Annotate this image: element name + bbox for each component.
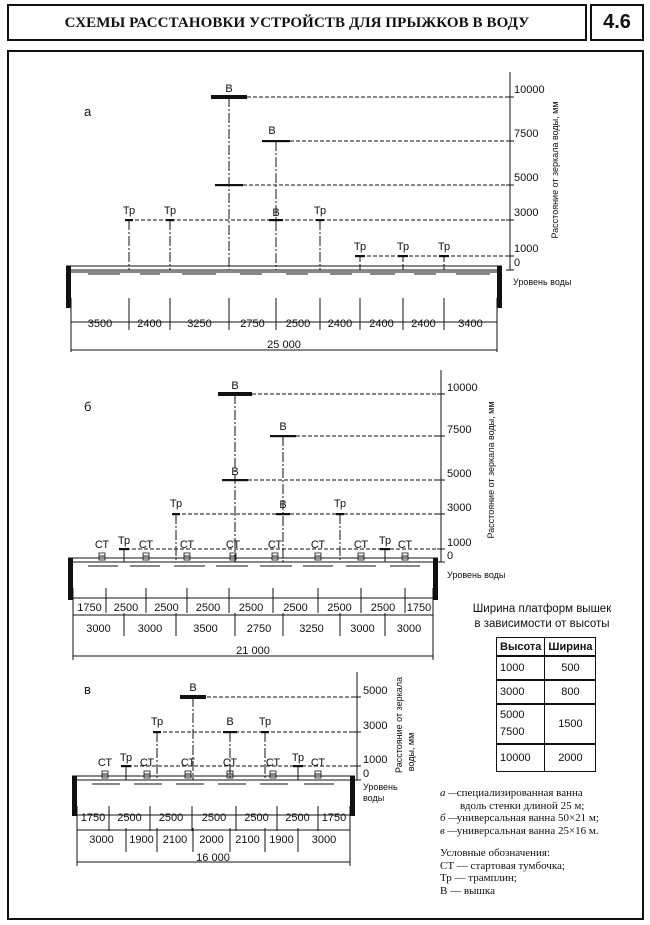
segment-label: 1750 [406, 602, 432, 614]
width-cell: 500 [545, 656, 596, 680]
segment-label: 2500 [285, 812, 310, 824]
legend-key: б — [440, 812, 459, 824]
height-label: 3000 [363, 720, 388, 732]
width-cell: 2000 [545, 744, 596, 772]
pool-wall-left [68, 558, 73, 600]
segment-label: 2750 [246, 623, 272, 635]
height-label: 0 [514, 257, 521, 269]
tower-platform-7-5m [270, 435, 296, 437]
notation-title: Условные обозначения: [440, 847, 551, 859]
springboard-label: Тр [378, 535, 392, 547]
start-block-label: СТ [97, 757, 113, 769]
segment-label: 2400 [327, 318, 353, 330]
start-block-label: СТ [180, 757, 196, 769]
segment-label: 1750 [80, 812, 106, 824]
segment-label: 2100 [162, 834, 188, 846]
tower-platform-10m [211, 95, 247, 99]
start-block-label: СТ [265, 757, 281, 769]
diagram-b [68, 370, 505, 660]
platform-width-table [496, 637, 596, 772]
legend-b [440, 812, 599, 825]
width-table-title-line-1: Ширина платформ вышек [472, 603, 612, 615]
springboard-label: Тр [119, 752, 133, 764]
start-block-label: СТ [179, 539, 195, 551]
table-row [497, 704, 596, 744]
segment-label: 3000 [311, 834, 337, 846]
start-block-label: СТ [94, 539, 110, 551]
height-label: 5000 [363, 685, 388, 697]
col-width-header: Ширина [545, 638, 596, 657]
segment-label: 1750 [77, 602, 102, 614]
height-label: 10000 [514, 84, 545, 96]
axis-title: воды, мм [406, 732, 416, 772]
tower-label: В [231, 380, 239, 392]
pool-wall-right [350, 776, 355, 816]
tower-platform-5m [215, 184, 243, 186]
total-label: 16 000 [196, 852, 230, 864]
notation-v: В — вышка [440, 884, 495, 897]
tower-label: В [279, 499, 287, 511]
water-level-label: воды [363, 793, 385, 803]
segment-label: 2500 [238, 602, 264, 614]
segment-label: 3000 [86, 623, 111, 635]
legend-a [440, 787, 599, 800]
height-label: 3000 [447, 502, 472, 514]
start-block-label: СТ [138, 539, 154, 551]
start-block-label: СТ [353, 539, 369, 551]
start-block-label: СТ [310, 757, 326, 769]
segment-label: 3500 [193, 623, 218, 635]
tower-platform-5m [180, 695, 206, 699]
notation-st: СТ — стартовая тумбочка; [440, 859, 565, 872]
springboard-label: Тр [353, 241, 367, 253]
tower-label: В [231, 466, 239, 478]
springboard-label: Тр [258, 716, 272, 728]
start-block-label: СТ [225, 539, 241, 551]
segment-label: 1900 [269, 834, 294, 846]
axis-title: Расстояние от зеркала воды, мм [550, 101, 560, 239]
legend-a-cont: вдоль стенки длиной 25 м; [460, 799, 585, 812]
pool-wall-left [66, 266, 71, 308]
segment-label: 3400 [458, 318, 483, 330]
legend-text: универсальная ванна 25×16 м. [456, 824, 599, 837]
legend-key: а — [440, 787, 459, 799]
legend-key: в — [440, 824, 458, 837]
axis-title: Расстояние от зеркала [394, 677, 404, 773]
height-label: 1000 [447, 537, 472, 549]
height-label: 1000 [514, 243, 539, 255]
segment-label: 2500 [244, 812, 269, 824]
diagram-a [66, 72, 571, 352]
height-cell: 3000 [497, 680, 545, 704]
segment-label: 1750 [321, 812, 347, 824]
tower-platform-7-5m [262, 140, 290, 142]
start-block-label: СТ [222, 757, 238, 769]
table-row [497, 744, 596, 772]
axis-title: Расстояние от зеркала воды, мм [486, 401, 496, 539]
legend-text: универсальная ванна 50×21 м; [456, 812, 599, 824]
segment-label: 2000 [199, 834, 224, 846]
diagram-label: в [84, 682, 91, 697]
pool-wall-right [433, 558, 438, 600]
segment-label: 3000 [396, 623, 422, 635]
water-level-label: Уровень воды [447, 570, 506, 580]
height-value: 5000 [500, 709, 525, 721]
tower-label: В [226, 716, 234, 728]
tower-label: В [279, 421, 287, 433]
segment-label: 3250 [187, 318, 212, 330]
width-cell: 800 [545, 680, 596, 704]
segment-label: 3500 [87, 318, 113, 330]
height-label: 7500 [514, 128, 539, 140]
legend [440, 787, 599, 897]
height-label: 0 [363, 768, 370, 780]
segment-label: 3250 [299, 623, 324, 635]
segment-label: 2500 [154, 602, 179, 614]
height-label: 3000 [514, 207, 539, 219]
segment-label: 2400 [411, 318, 436, 330]
notation-tr: Тр — трамплин; [440, 872, 517, 884]
tower-label: В [189, 682, 197, 694]
segment-label: 2500 [285, 318, 311, 330]
table-row [497, 656, 596, 680]
segment-label: 2500 [370, 602, 396, 614]
springboard-label: Тр [163, 205, 177, 217]
height-label: 1000 [363, 754, 388, 766]
col-height-header: Высота [497, 638, 545, 657]
water-level-label: Уровень воды [513, 277, 572, 287]
width-table-title [462, 602, 622, 632]
table-row [497, 680, 596, 704]
width-cell: 1500 [545, 704, 596, 744]
diagram-label: б [84, 399, 92, 414]
segment-label: 3000 [89, 834, 114, 846]
tower-platform-10m [218, 392, 252, 396]
tower-label: В [268, 125, 276, 137]
start-block-label: СТ [397, 539, 413, 551]
pool-wall-right [497, 266, 502, 308]
page-title: СХЕМЫ РАССТАНОВКИ УСТРОЙСТВ ДЛЯ ПРЫЖКОВ В ВОДУ [64, 15, 530, 31]
height-label: 5000 [514, 172, 539, 184]
segment-label: 2500 [113, 602, 139, 614]
start-block-label: СТ [139, 757, 155, 769]
legend-c [440, 825, 599, 838]
springboard-label: Тр [396, 241, 410, 253]
segment-label: 3000 [350, 623, 375, 635]
height-label: 0 [447, 550, 454, 562]
section-number: 4.6 [590, 4, 644, 41]
segment-label: 1900 [129, 834, 154, 846]
segment-label: 2500 [283, 602, 308, 614]
total-label: 21 000 [236, 645, 270, 657]
diagram-label: а [84, 104, 92, 119]
springboard-label: Тр [169, 498, 183, 510]
diagram-c [72, 672, 416, 866]
start-block-label: СТ [310, 539, 326, 551]
height-cell [497, 704, 545, 744]
height-value-2: 7500 [500, 726, 525, 738]
springboard-label: Тр [333, 498, 347, 510]
tower-platform-5m [222, 479, 248, 481]
tower-label: В [272, 207, 280, 219]
springboard-label: Тр [291, 752, 305, 764]
height-label: 10000 [447, 382, 478, 394]
segment-label: 2500 [158, 812, 184, 824]
segment-label: 2500 [201, 812, 227, 824]
segment-label: 2400 [137, 318, 162, 330]
segment-label: 3000 [137, 623, 163, 635]
height-label: 7500 [447, 424, 472, 436]
pool-wall-left [72, 776, 77, 816]
legend-text: специализированная ванна [456, 787, 583, 799]
segment-label: 2100 [235, 834, 260, 846]
height-cell: 10000 [497, 744, 545, 772]
height-cell: 1000 [497, 656, 545, 680]
segment-label: 2400 [369, 318, 394, 330]
springboard-label: Тр [150, 716, 164, 728]
springboard-label: Тр [122, 205, 136, 217]
segment-label: 2500 [327, 602, 352, 614]
total-label: 25 000 [267, 339, 301, 351]
springboard-label: Тр [117, 535, 131, 547]
segment-label: 2500 [195, 602, 221, 614]
water-level-label: Уровень [363, 782, 398, 792]
segment-label: 2500 [117, 812, 142, 824]
start-block-label: СТ [267, 539, 283, 551]
height-label: 5000 [447, 468, 472, 480]
springboard-label: Тр [437, 241, 451, 253]
width-table-title-line-2: в зависимости от высоты [474, 618, 610, 630]
segment-label: 2750 [240, 318, 265, 330]
springboard-label: Тр [313, 205, 327, 217]
tower-label: В [225, 83, 233, 95]
